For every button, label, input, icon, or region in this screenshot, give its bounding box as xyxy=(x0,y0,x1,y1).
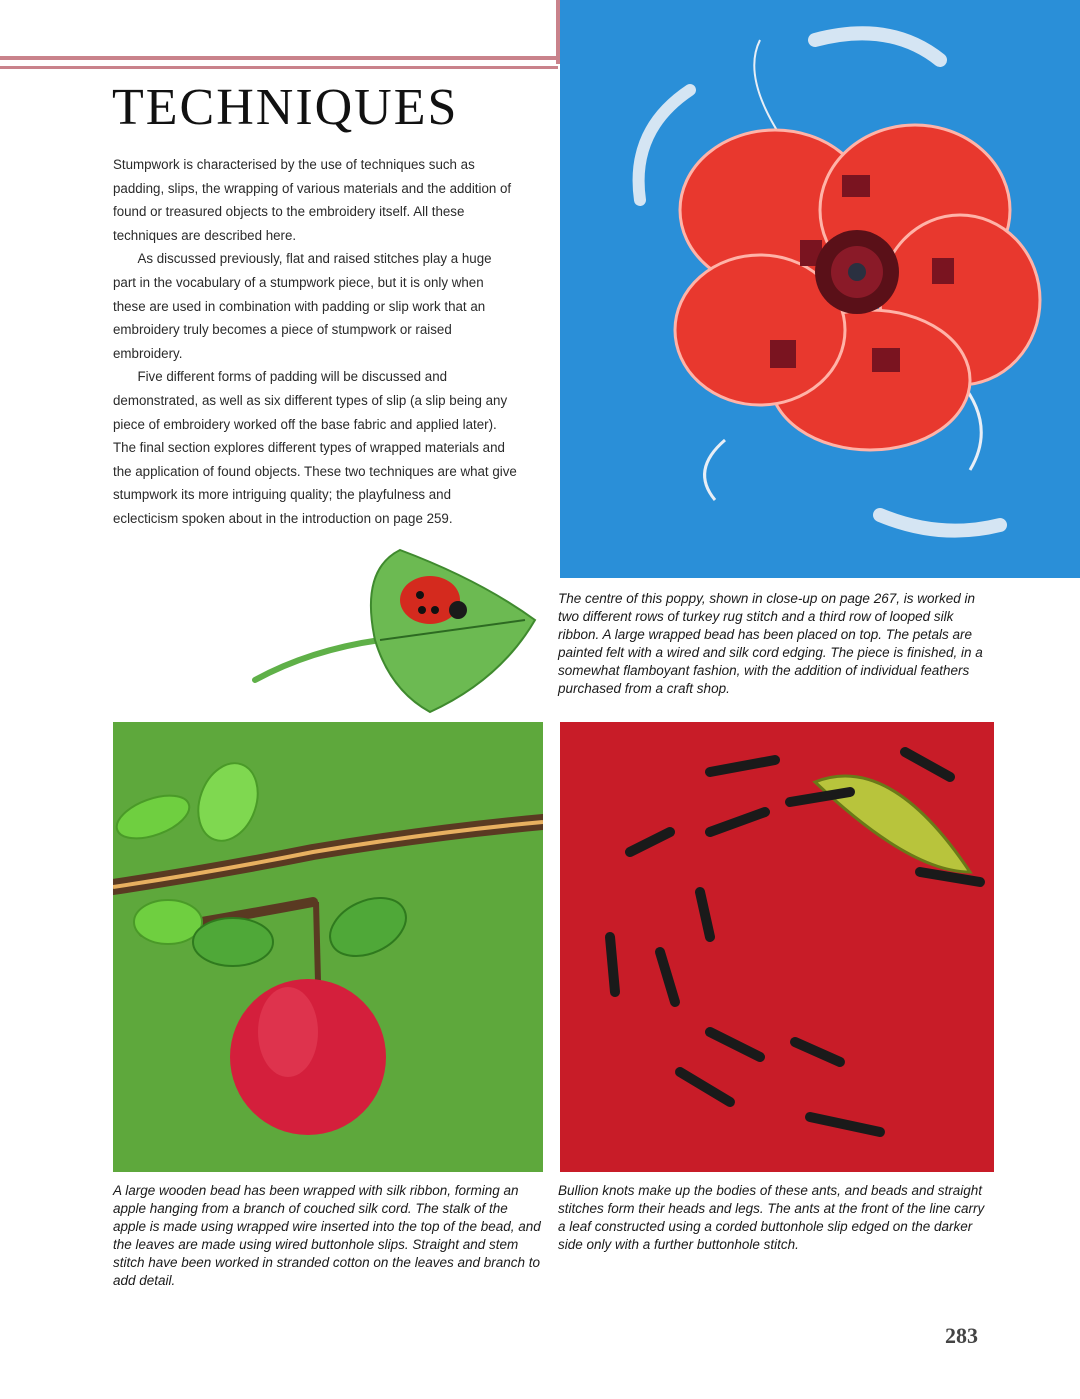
intro-paragraph: As discussed previously, flat and raised stitches play a huge part in the vocabulary of a stumpwork piece, but it is only when these are used in combination with padding or slip work that an embroidery truly becomes a piece of stumpwork or raised embroidery. xyxy=(113,251,492,362)
header-rule-bottom xyxy=(0,66,558,69)
page-title: TECHNIQUES xyxy=(112,79,459,136)
ants-illustration xyxy=(560,722,994,1172)
poppy-illustration xyxy=(560,0,1080,578)
apple-photo xyxy=(113,722,543,1172)
ants-photo xyxy=(560,722,994,1172)
poppy-photo xyxy=(560,0,1080,578)
ants-caption: Bullion knots make up the bodies of these ants, and beads and straight stitches form their heads and legs. The ants at the front of the line carry a leaf constructed using a corded buttonhole slip edged on the darker side only with a further buttonhole stitch. xyxy=(558,1183,985,1252)
poppy-caption: The centre of this poppy, shown in close-up on page 267, is worked in two different rows of turkey rug stitch and a third row of looped silk ribbon. A large wrapped bead has been placed on top. The petals are painted felt with a wired and silk cord edging. The piece is finished, in a somewhat flamboyant fashion, with the addition of individual feathers purchased from a craft shop. xyxy=(558,591,983,696)
page-number: 283 xyxy=(945,1323,978,1348)
ladybird-illustration xyxy=(250,540,550,720)
apple-illustration xyxy=(113,722,543,1172)
apple-caption: A large wooden bead has been wrapped with silk ribbon, forming an apple hanging from a branch of couched silk cord. The stalk of the apple is made using wrapped wire inserted into the top of the bead, and the leaves are made using wired buttonhole slips. Straight and stem stitch have been worked in stranded cotton on the leaves and branch to add detail. xyxy=(113,1183,541,1288)
ladybird-leaf-photo xyxy=(250,540,550,720)
header-rule-top xyxy=(0,56,558,60)
intro-text xyxy=(113,154,517,532)
intro-paragraph: Five different forms of padding will be discussed and demonstrated, as well as six different types of slip (a slip being any piece of embroidery worked off the base fabric and applied later). The final section explores different types of wrapped materials and the application of found objects. These two techniques are what give stumpwork its more intriguing quality; the playfulness and eclecticism spoken about in the introduction on page 259. xyxy=(113,369,517,527)
intro-paragraph: Stumpwork is characterised by the use of techniques such as padding, slips, the wrapping of various materials and the addition of found or treasured objects to the embroidery itself. All these techniques are described here. xyxy=(113,157,512,244)
